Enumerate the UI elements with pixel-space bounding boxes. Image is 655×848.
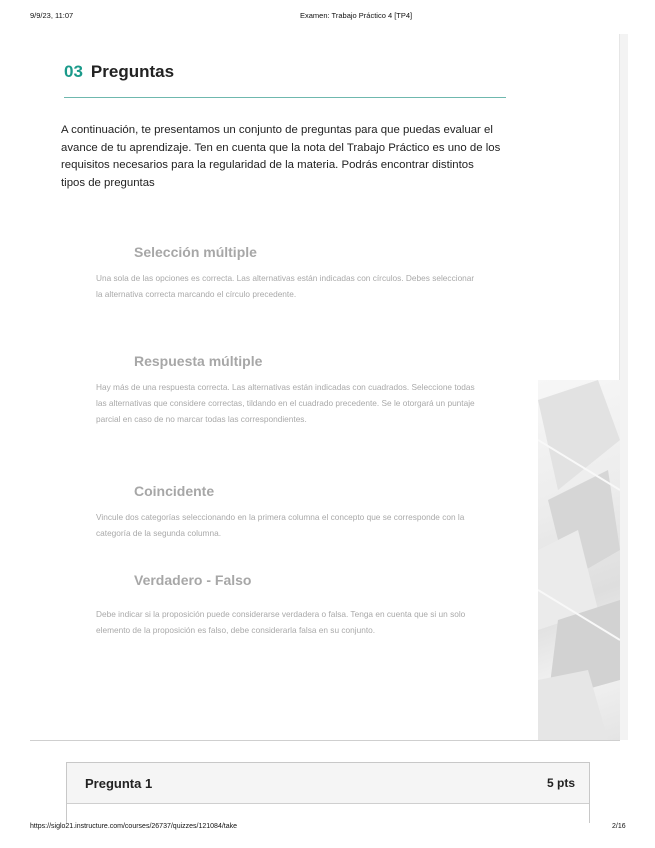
section-number: 03 [64,62,83,81]
content-divider [30,740,620,741]
question-points: 5 pts [546,776,575,790]
question-header [67,763,589,804]
question-type-title: Coincidente [134,483,215,499]
question-type-description: Vincule dos categorías seleccionando en la primera columna el concepto que se corresponde con la categoría de la segunda columna. [96,512,465,538]
question-card [66,762,590,823]
section-intro-text: A continuación, te presentamos un conjunto de preguntas para que puedas evaluar el avance de tu aprendizaje. Ten en cuenta que la nota del Trabajo Práctico es uno de los requisitos necesarios para la regularidad de la materia. Podrás encontrar distintos tipos de preguntas [61,124,501,189]
question-type-description: Debe indicar si la proposición puede considerarse verdadera o falsa. Tenga en cuenta que si un solo elemento de la proposición es falso, debe considerarla falsa en su conjunto. [96,609,466,635]
section-title: Preguntas [90,62,175,81]
question-type-description: Hay más de una respuesta correcta. Las alternativas están indicadas con cuadrados. Seleccione todas las alternativas que considere correctas, tildando en el cuadrado precedente. Se le otorgará un puntaje parcial en caso de no marcar todas las correspondientes. [96,382,475,424]
scrollbar[interactable] [619,34,628,740]
question-type-title: Respuesta múltiple [134,353,263,369]
decorative-background-image [538,380,620,740]
question-type-title: Selección múltiple [134,244,257,260]
section-divider [64,97,506,98]
print-datetime: 9/9/23, 11:07 [30,11,74,20]
question-name: Pregunta 1 [85,775,153,791]
print-page-number: 2/16 [612,823,626,830]
section-header [64,62,506,82]
question-type-title: Verdadero - Falso [134,572,252,588]
print-page-title: Examen: Trabajo Práctico 4 [TP4] [300,11,413,20]
question-type-description: Una sola de las opciones es correcta. Las alternativas están indicadas con círculos. Debes seleccionar la alternativa correcta marcando el círculo precedente. [96,273,475,299]
print-url: https://siglo21.instructure.com/courses/26737/quizzes/121084/take [30,823,238,830]
